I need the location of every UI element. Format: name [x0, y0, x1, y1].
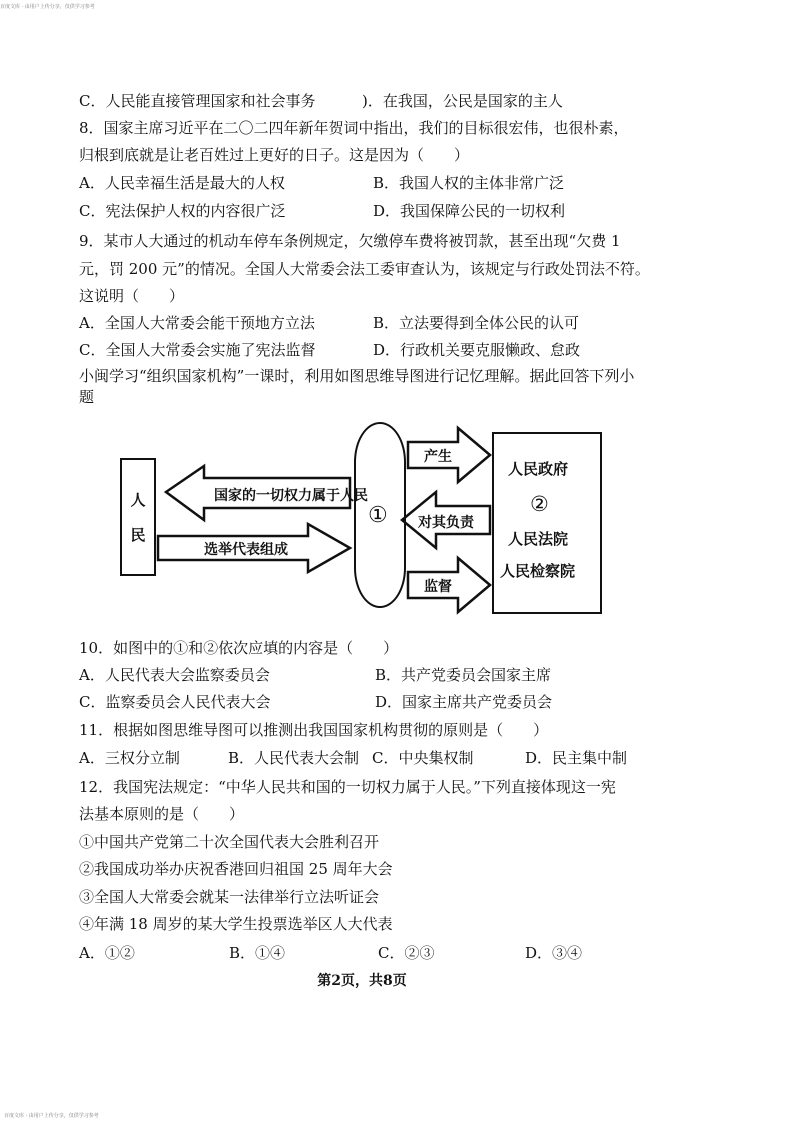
people-box: [120, 458, 156, 576]
q11-option-d: D．民主集中制: [525, 749, 628, 767]
q8-stem-line1: 8．国家主席习近平在二〇二四年新年贺词中指出，我们的目标很宏伟，也很朴素，: [79, 119, 629, 137]
q12-option-a: A．①②: [79, 944, 135, 962]
q7-option-d: )．在我国，公民是国家的主人: [362, 92, 563, 110]
arrow-produce-label: 产生: [424, 449, 452, 465]
q12-option-c: C．②③: [378, 944, 435, 962]
q9-stem-line2: 元，罚 200 元”的情况。全国人大常委会法工委审查认为，该规定与行政处罚法不符。: [79, 260, 650, 278]
q9-option-c: C．全国人大常委会实施了宪法监督: [79, 341, 316, 359]
q8-option-b: B．我国人权的主体非常广泛: [373, 174, 565, 192]
q12-item-2: ②我国成功举办庆祝香港回归祖国 25 周年大会: [79, 860, 393, 878]
q11-stem: 11．根据如图思维导图可以推测出我国国家机构贯彻的原则是（ ）: [79, 721, 549, 739]
q12-option-b: B．①④: [229, 944, 286, 962]
center-blank-1: ①: [368, 503, 388, 528]
q11-option-b: B．人民代表大会制: [228, 749, 360, 767]
q12-item-3: ③全国人大常委会就某一法律举行立法听证会: [79, 888, 380, 906]
q12-option-d: D．③④: [525, 944, 583, 962]
q10-stem: 10．如图中的①和②依次应填的内容是（ ）: [79, 639, 399, 657]
q8-option-d: D．我国保障公民的一切权利: [373, 202, 566, 220]
people-char-1: 人: [130, 491, 146, 509]
page-header-watermark: 百度文库 · 由用户上传分享，仅供学习参考: [0, 4, 95, 10]
q12-item-4: ④年满 18 周岁的某大学生投票选举区人大代表: [79, 915, 393, 933]
arrow-supervise-label: 监督: [424, 579, 452, 595]
q11-option-a: A．三权分立制: [79, 749, 180, 767]
q10-option-a: A．人民代表大会监察委员会: [79, 666, 270, 684]
q8-option-a: A．人民幸福生活是最大的人权: [79, 174, 285, 192]
q8-option-c: C．宪法保护人权的内容很广泛: [79, 202, 286, 220]
q9-option-d: D．行政机关要克服懒政、怠政: [373, 341, 581, 359]
page-number: 第2页，共8页: [317, 973, 407, 989]
arrow-elect-label: 选举代表组成: [204, 542, 288, 558]
q7-option-c: C．人民能直接管理国家和社会事务: [79, 92, 316, 110]
q9-stem-line3: 这说明（ ）: [79, 287, 185, 305]
q11-option-c: C．中央集权制: [372, 749, 474, 767]
q12-stem-line2: 法基本原则的是（ ）: [79, 805, 245, 823]
q9-option-b: B．立法要得到全体公民的认可: [373, 314, 580, 332]
q9-stem-line1: 9．某市人大通过的机动车停车条例规定，欠缴停车费将被罚款，甚至出现“欠费 1: [79, 232, 621, 250]
court-label: 人民法院: [508, 530, 569, 548]
q10-option-b: B．共产党委员会国家主席: [375, 666, 552, 684]
gov-label: 人民政府: [508, 460, 569, 478]
q10-option-d: D．国家主席共产党委员会: [375, 693, 553, 711]
q10-option-c: C．监察委员会人民代表大会: [79, 693, 271, 711]
arrow-responsible-label: 对其负责: [418, 515, 474, 531]
q9-option-a: A．全国人大常委会能干预地方立法: [79, 314, 315, 332]
arrow-power-label: 国家的一切权力属于人民: [214, 488, 368, 504]
intro-line1: 小闽学习“组织国家机构”一课时，利用如图思维导图进行记忆理解。据此回答下列小: [79, 367, 635, 385]
center-blank-2: ②: [530, 492, 549, 516]
q8-stem-line2: 归根到底就是让老百姓过上更好的日子。这是因为（ ）: [79, 146, 470, 164]
page-footer-watermark: 百度文库 · 由用户上传分享，仅供学习参考: [4, 1113, 99, 1119]
q12-stem-line1: 12．我国宪法规定：“中华人民共和国的一切权力属于人民。”下列直接体现这一宪: [79, 778, 616, 796]
mind-map-diagram: [118, 420, 648, 615]
people-char-2: 民: [130, 526, 146, 544]
procuratorate-label: 人民检察院: [500, 562, 576, 580]
q12-item-1: ①中国共产党第二十次全国代表大会胜利召开: [79, 833, 380, 851]
intro-line2: 题: [79, 388, 95, 406]
